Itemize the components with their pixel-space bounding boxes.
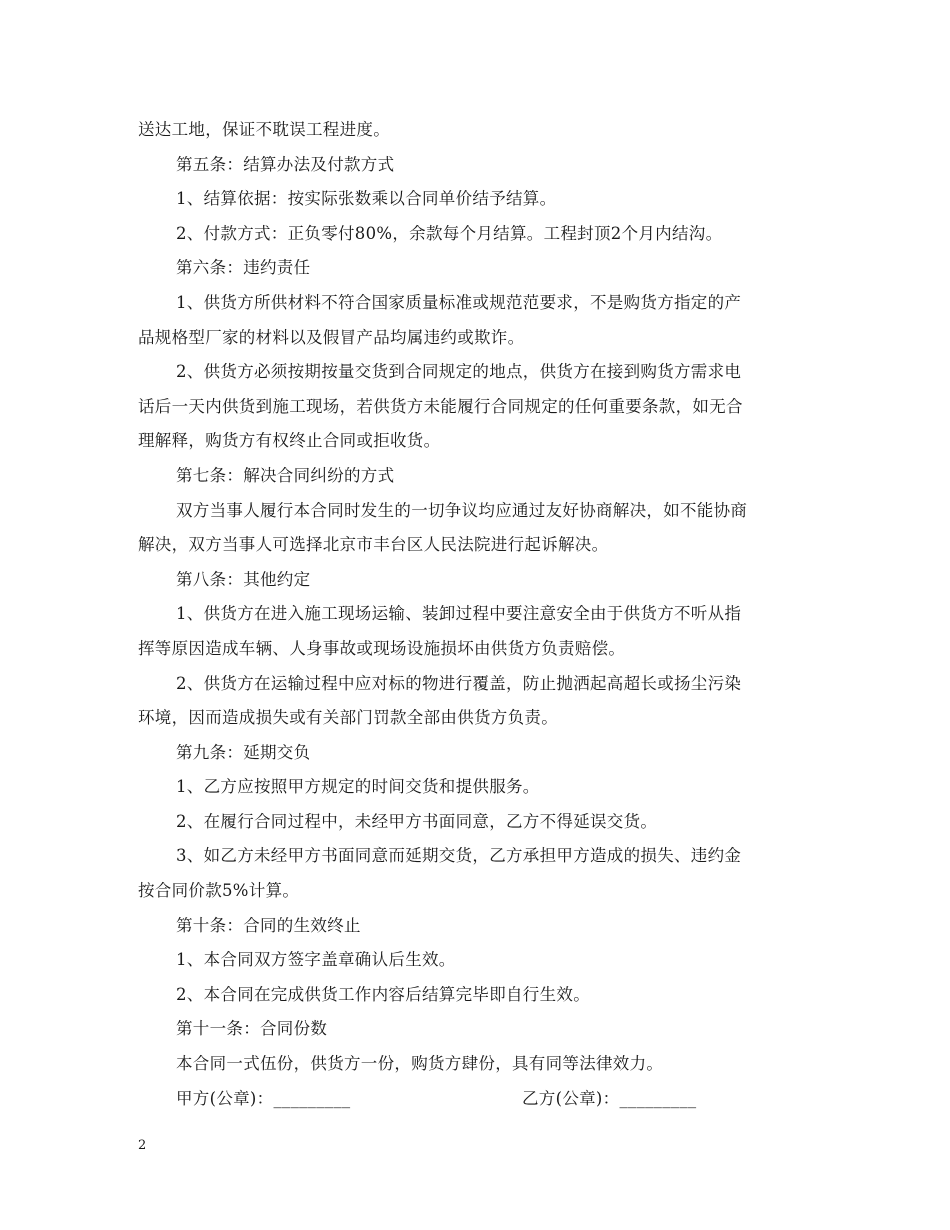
text-line: 理解释，购货方有权终止合同或拒收货。 [138,431,441,451]
text-line: 本合同一式伍份，供货方一份，购货方肆份，具有同等法律效力。 [176,1054,664,1074]
text-line: 环境，因而造成损失或有关部门罚款全部由供货方负责。 [138,708,558,728]
text-line: 1、本合同双方签字盖章确认后生效。 [176,950,456,970]
text-line: 第八条：其他约定 [176,569,311,589]
text-line: 1、供货方在进入施工现场运输、装卸过程中要注意安全由于供货方不听从指 [176,604,742,624]
text-line: 3、如乙方未经甲方书面同意而延期交货，乙方承担甲方造成的损失、违约金 [176,846,742,866]
text-line: 第十一条：合同份数 [176,1019,328,1039]
party-a-signature: 甲方(公章)：_________ [176,1088,351,1108]
paragraph-lines [138,113,814,1082]
text-line: 2、付款方式：正负零付80%，余款每个月结算。工程封顶2个月内结沟。 [176,223,723,243]
signature-row [138,1082,814,1117]
text-line: 按合同价款5%计算。 [138,881,300,901]
text-line: 第六条：违约责任 [176,258,311,278]
text-line: 送达工地，保证不耽误工程进度。 [138,120,390,139]
document-body [138,113,814,1116]
text-line: 2、在履行合同过程中，未经甲方书面同意，乙方不得延误交货。 [176,811,658,831]
text-line: 第五条：结算办法及付款方式 [176,154,395,174]
text-line: 解决，双方当事人可选择北京市丰台区人民法院进行起诉解决。 [138,535,609,555]
text-line: 1、结算依据：按实际张数乘以合同单价结予结算。 [176,189,557,209]
text-line: 双方当事人履行本合同时发生的一切争议均应通过友好协商解决，如不能协商 [176,500,748,520]
text-line: 挥等原因造成车辆、人身事故或现场设施损坏由供货方负责赔偿。 [138,638,626,658]
party-b-signature: 乙方(公章)：_________ [522,1088,697,1108]
text-line: 1、供货方所供材料不符合国家质量标准或规范范要求，不是购货方指定的产 [176,292,742,312]
page-number: 2 [138,1138,147,1153]
text-line: 1、乙方应按照甲方规定的时间交货和提供服务。 [176,777,540,797]
text-line: 第七条：解决合同纠纷的方式 [176,465,395,485]
text-line: 2、供货方必须按期按量交货到合同规定的地点，供货方在接到购货方需求电 [176,362,742,382]
text-line: 话后一天内供货到施工现场，若供货方未能履行合同规定的任何重要条款，如无合 [138,396,743,416]
text-line: 品规格型厂家的材料以及假冒产品均属违约或欺诈。 [138,327,525,347]
text-line: 2、本合同在完成供货工作内容后结算完毕即自行生效。 [176,984,590,1004]
text-line: 2、供货方在运输过程中应对标的物进行覆盖，防止抛洒起高超长或扬尘污染 [176,673,742,693]
text-line: 第九条：延期交负 [176,742,311,762]
text-line: 第十条：合同的生效终止 [176,915,361,935]
